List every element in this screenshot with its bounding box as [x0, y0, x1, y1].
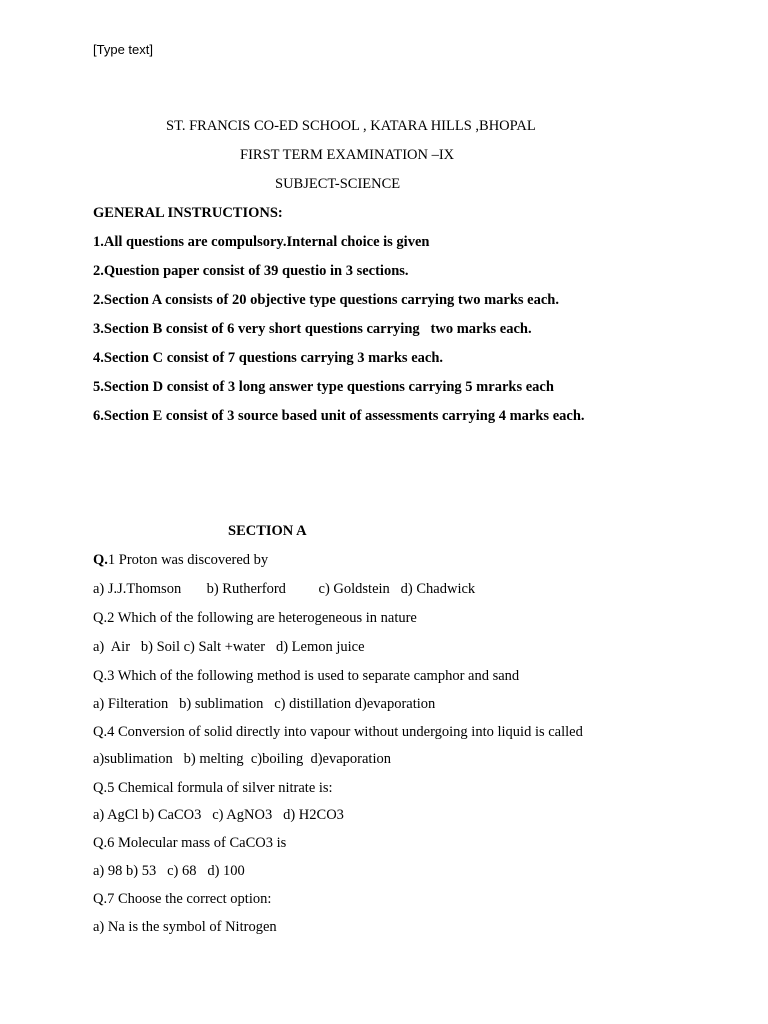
question-7: Q.7 Choose the correct option:: [93, 891, 272, 907]
question-7-option-a: a) Na is the symbol of Nitrogen: [93, 919, 277, 935]
question-1-options: a) J.J.Thomson b) Rutherford c) Goldstein d) Chadwick: [93, 581, 476, 597]
question-6: Q.6 Molecular mass of CaCO3 is: [93, 835, 287, 851]
question-text: 1 Proton was discovered by: [107, 552, 269, 568]
question-5: Q.5 Chemical formula of silver nitrate is:: [93, 780, 333, 796]
question-4: Q.4 Conversion of solid directly into vapour without undergoing into liquid is called: [93, 724, 583, 740]
instruction-item: 2.Section A consists of 20 objective type questions carrying two marks each.: [93, 292, 559, 308]
header-placeholder: [Type text]: [93, 42, 153, 57]
question-1: [93, 551, 268, 569]
instruction-item: 1.All questions are compulsory.Internal choice is given: [93, 234, 430, 250]
instruction-item: 4.Section C consist of 7 questions carrying 3 marks each.: [93, 350, 444, 366]
school-name: ST. FRANCIS CO-ED SCHOOL , KATARA HILLS ,BHOPAL: [166, 118, 536, 134]
section-a-heading: SECTION A: [228, 523, 307, 539]
question-3: Q.3 Which of the following method is used to separate camphor and sand: [93, 668, 520, 684]
instruction-item: 3.Section B consist of 6 very short questions carrying two marks each.: [93, 321, 532, 337]
question-4-options: a)sublimation b) melting c)boiling d)evaporation: [93, 751, 391, 767]
instruction-item: 5.Section D consist of 3 long answer type questions carrying 5 mrarks each: [93, 379, 554, 395]
question-2-options: a) Air b) Soil c) Salt +water d) Lemon juice: [93, 639, 365, 655]
question-number: Q.: [93, 552, 108, 568]
question-5-options: a) AgCl b) CaCO3 c) AgNO3 d) H2CO3: [93, 807, 344, 823]
instruction-item: 2.Question paper consist of 39 questio in 3 sections.: [93, 263, 409, 279]
subject-title: SUBJECT-SCIENCE: [275, 176, 401, 192]
question-6-options: a) 98 b) 53 c) 68 d) 100: [93, 863, 245, 879]
question-2: Q.2 Which of the following are heterogeneous in nature: [93, 610, 417, 626]
instructions-heading: GENERAL INSTRUCTIONS:: [93, 205, 283, 221]
instruction-item: 6.Section E consist of 3 source based unit of assessments carrying 4 marks each.: [93, 408, 585, 424]
exam-title: FIRST TERM EXAMINATION –IX: [240, 147, 455, 163]
question-3-options: a) Filteration b) sublimation c) distillation d)evaporation: [93, 696, 436, 712]
